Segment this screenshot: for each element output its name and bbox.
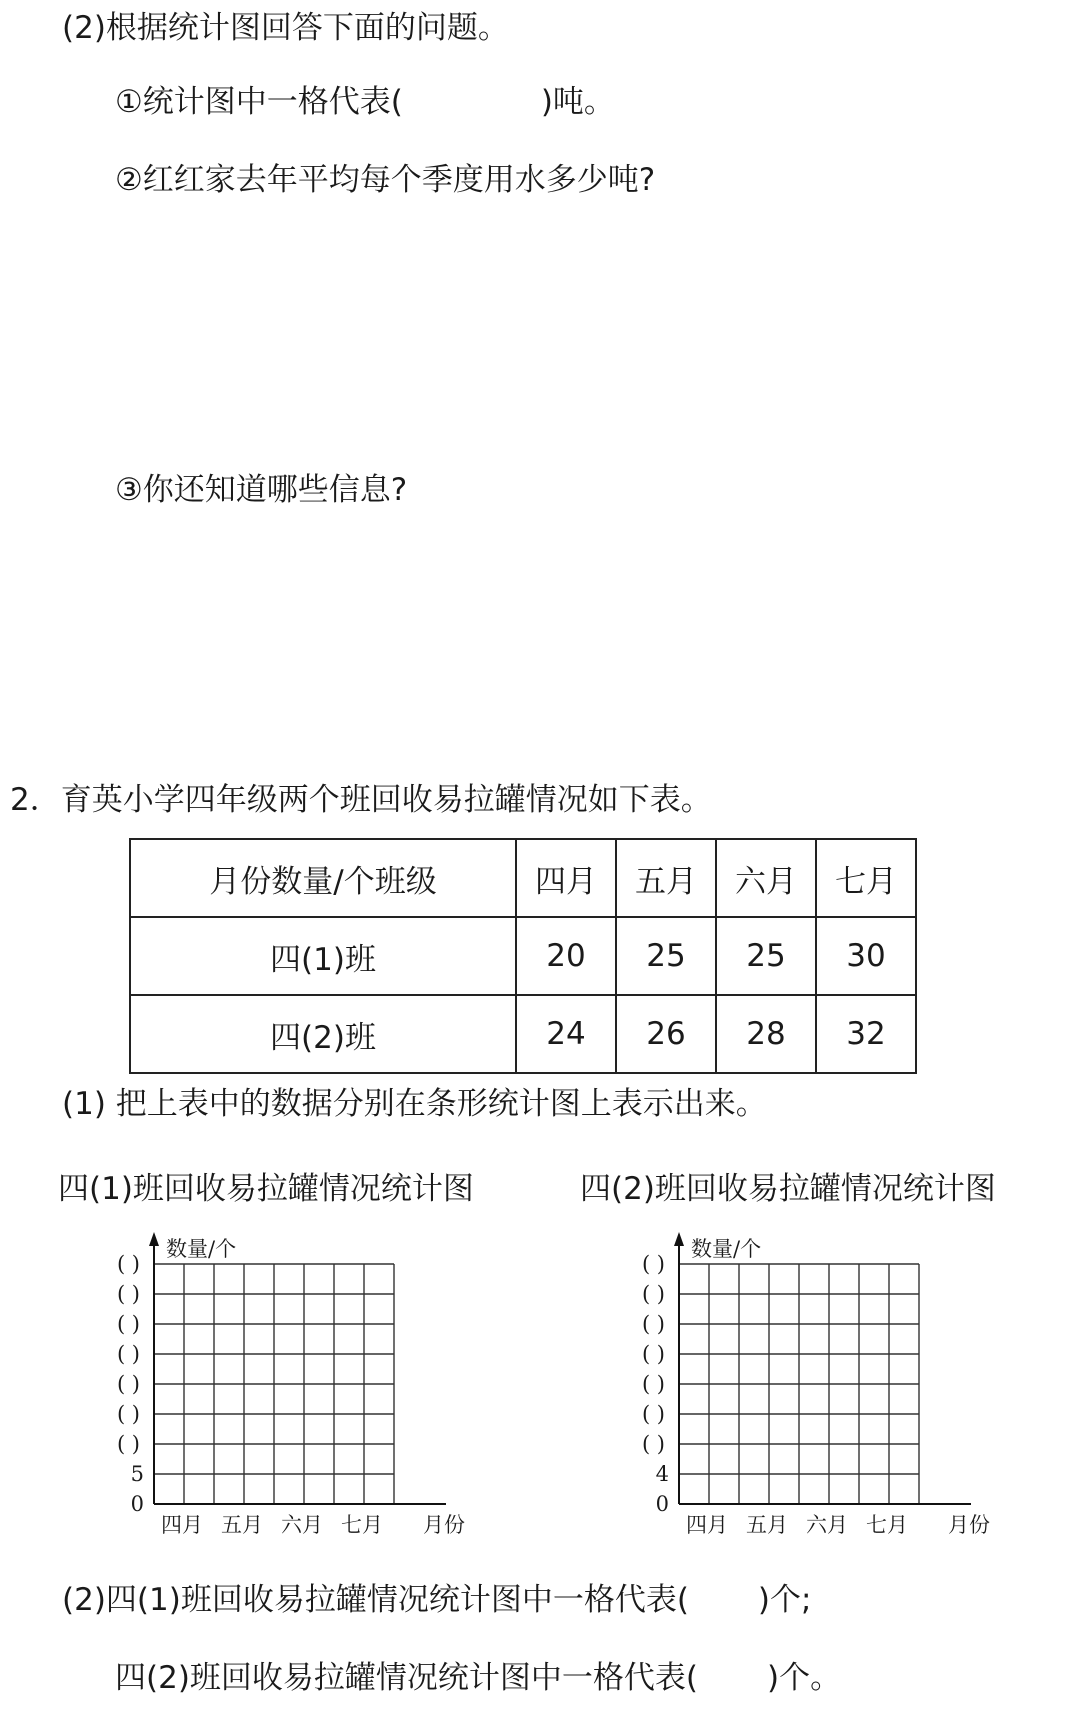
chart-2-title: 四(2)班回收易拉罐情况统计图 <box>580 1171 996 1207</box>
y-tick-blank: ( ) <box>116 1402 140 1426</box>
question-2-1: ①统计图中一格代表( )吨。 <box>115 84 615 120</box>
x-tick-label: 四月 <box>686 1513 728 1537</box>
y-tick-label: 0 <box>655 1492 669 1516</box>
x-tick-label: 六月 <box>806 1513 848 1537</box>
table-row <box>130 917 916 995</box>
x-axis-label: 月份 <box>948 1513 990 1537</box>
y-tick-blank: ( ) <box>641 1402 665 1426</box>
x-axis-label: 月份 <box>423 1513 465 1537</box>
table-header-cell: 月份数量/个班级 <box>130 839 516 917</box>
table-cell: 25 <box>616 917 716 995</box>
x-tick-label: 七月 <box>866 1513 908 1537</box>
y-axis-label: 数量/个 <box>166 1237 237 1261</box>
chart-1 <box>60 1230 480 1550</box>
y-tick-label: 4 <box>655 1462 669 1486</box>
y-tick-blank: ( ) <box>116 1312 140 1336</box>
y-axis-label: 数量/个 <box>691 1237 762 1261</box>
y-tick-blank: ( ) <box>116 1372 140 1396</box>
table-cell: 四(2)班 <box>130 995 516 1073</box>
table-cell: 28 <box>716 995 816 1073</box>
x-tick-label: 七月 <box>341 1513 383 1537</box>
table-cell: 30 <box>816 917 916 995</box>
table-row <box>130 995 916 1073</box>
table-cell: 四(1)班 <box>130 917 516 995</box>
y-tick-blank: ( ) <box>116 1342 140 1366</box>
sub-question-2b: 四(2)班回收易拉罐情况统计图中一格代表( )个。 <box>115 1660 842 1696</box>
chart-1-title: 四(1)班回收易拉罐情况统计图 <box>58 1171 474 1207</box>
table-cell: 25 <box>716 917 816 995</box>
table-header-row <box>130 839 916 917</box>
table-header-cell: 五月 <box>616 839 716 917</box>
table-cell: 20 <box>516 917 616 995</box>
y-tick-blank: ( ) <box>116 1432 140 1456</box>
y-tick-blank: ( ) <box>641 1312 665 1336</box>
y-tick-blank: ( ) <box>116 1282 140 1306</box>
y-tick-blank: ( ) <box>641 1282 665 1306</box>
table-header-cell: 四月 <box>516 839 616 917</box>
problem-2-heading: 2．育英小学四年级两个班回收易拉罐情况如下表。 <box>10 782 712 818</box>
table-cell: 32 <box>816 995 916 1073</box>
y-tick-blank: ( ) <box>641 1372 665 1396</box>
y-tick-label: 5 <box>130 1462 144 1486</box>
question-2-3: ③你还知道哪些信息? <box>115 472 408 508</box>
y-tick-blank: ( ) <box>641 1342 665 1366</box>
question-2-2: ②红红家去年平均每个季度用水多少吨? <box>115 162 656 198</box>
y-axis-arrow <box>149 1232 159 1246</box>
y-tick-blank: ( ) <box>641 1252 665 1276</box>
table-header-cell: 六月 <box>716 839 816 917</box>
sub-question-2a: (2)四(1)班回收易拉罐情况统计图中一格代表( )个; <box>62 1582 812 1618</box>
x-tick-label: 五月 <box>746 1513 788 1537</box>
recycling-table <box>129 838 917 1074</box>
y-axis-arrow <box>674 1232 684 1246</box>
x-tick-label: 四月 <box>161 1513 203 1537</box>
x-tick-label: 五月 <box>221 1513 263 1537</box>
table-cell: 26 <box>616 995 716 1073</box>
chart-2 <box>585 1230 1005 1550</box>
y-tick-blank: ( ) <box>116 1252 140 1276</box>
sub-question-1: (1) 把上表中的数据分别在条形统计图上表示出来。 <box>62 1086 767 1122</box>
table-cell: 24 <box>516 995 616 1073</box>
table-header-cell: 七月 <box>816 839 916 917</box>
y-tick-label: 0 <box>130 1492 144 1516</box>
question-2-heading: (2)根据统计图回答下面的问题。 <box>62 10 509 46</box>
y-tick-blank: ( ) <box>641 1432 665 1456</box>
x-tick-label: 六月 <box>281 1513 323 1537</box>
